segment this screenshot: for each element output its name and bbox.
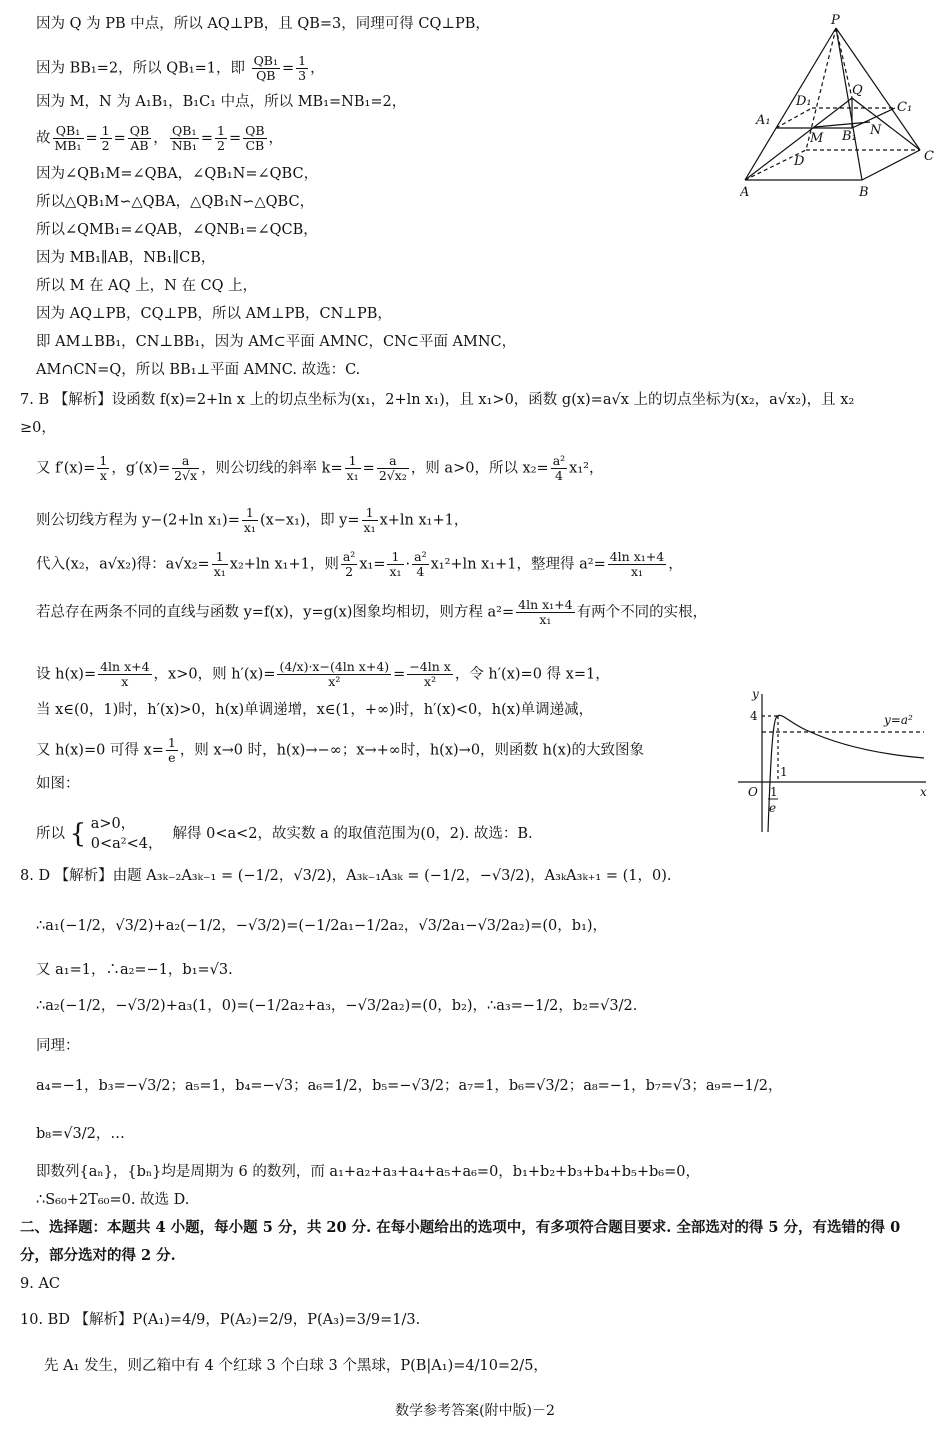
label-B: B: [859, 185, 869, 200]
text-seg: ，则 a>0，所以 x₂=: [410, 460, 549, 477]
label-C: C: [924, 149, 934, 164]
fraction: [345, 454, 361, 483]
denominator: x²: [328, 674, 341, 689]
fraction: [412, 550, 428, 579]
section-heading: 分，部分选对的得 2 分.: [20, 1247, 176, 1264]
label-N: N: [870, 123, 882, 138]
fraction: [128, 124, 151, 153]
text-line: 因为 M，N 为 A₁B₁，B₁C₁ 中点，所以 MB₁=NB₁=2，: [36, 94, 407, 110]
text-line: AM∩CN=Q，所以 BB₁⊥平面 AMNC. 故选：C.: [36, 362, 361, 378]
fraction: [100, 124, 112, 153]
system-row: a>0，: [90, 816, 136, 832]
text-seg: 故: [36, 130, 51, 147]
text-line: 因为 MB₁∥AB，NB₁∥CB，: [36, 250, 216, 266]
fraction: [277, 660, 391, 689]
numerator: QB: [129, 123, 150, 138]
fraction: [407, 660, 453, 689]
denominator: 4: [416, 564, 425, 579]
denominator: MB₁: [54, 138, 82, 153]
label-C1: C₁: [897, 100, 913, 115]
text-seg: 则公切线方程为 y−(2+ln x₁)=: [36, 512, 240, 529]
brace: {: [69, 819, 87, 849]
denominator: 2√x₂: [378, 468, 407, 483]
denominator: 2√x: [174, 468, 198, 483]
text-line: 当 x∈(0，1)时，h′(x)>0，h(x)单调递增，x∈(1，+∞)时，h′(x)<0，h(x)单调递减，: [36, 702, 594, 718]
label-A1: A₁: [756, 113, 771, 128]
denominator: CB: [245, 138, 265, 153]
text-seg: ，: [310, 60, 325, 77]
text-line: 因为 AQ⊥PB，CQ⊥PB，所以 AM⊥PB，CN⊥PB，: [36, 306, 392, 322]
curve-h: [768, 715, 924, 832]
numerator: 1: [387, 550, 403, 565]
fraction: [212, 550, 228, 579]
text-line: 即数列{aₙ}，{bₙ}均是周期为 6 的数列，而 a₁+a₂+a₃+a₄+a₅+a₆=0，b₁+b₂+b₃+b₄+b₅+b₆=0，: [36, 1164, 700, 1180]
denominator: AB: [130, 138, 149, 153]
fraction: [243, 124, 266, 153]
text-line: 所以△QB₁M∽△QBA，△QB₁N∽△QBC，: [36, 194, 315, 210]
fraction: [215, 124, 227, 153]
text-seg: x₁²，: [569, 460, 604, 477]
text-line: 即 AM⊥BB₁，CN⊥BB₁，因为 AM⊂平面 AMNC，CN⊂平面 AMNC，: [36, 334, 517, 350]
text-line: 9. AC: [20, 1276, 61, 1292]
fraction: [551, 454, 567, 483]
text-seg: 有两个不同的实根，: [576, 604, 708, 621]
text-seg: x₁²+ln x₁+1，整理得 a²=: [430, 556, 606, 573]
text-seg: 所以: [36, 826, 65, 842]
numerator: a²: [342, 549, 356, 564]
label-M: M: [810, 131, 824, 146]
numerator: QB₁: [170, 124, 199, 139]
denominator: x²: [424, 674, 437, 689]
text-line: 因为 Q 为 PB 中点，所以 AQ⊥PB，且 QB=3，同理可得 CQ⊥PB，: [36, 16, 490, 32]
fraction: [377, 454, 409, 483]
denominator: x₁: [346, 468, 359, 483]
label-einv-d: e: [769, 801, 777, 815]
text-seg: ，则公切线的斜率 k=: [201, 460, 343, 477]
fraction: [166, 736, 178, 765]
pyramid-figure: [740, 10, 940, 200]
fraction: [170, 124, 199, 153]
text-seg: ，x>0，则 h′(x)=: [153, 666, 276, 683]
text-line: a₄=−1，b₃=−√3/2；a₅=1，b₄=−√3；a₆=1/2，b₅=−√3/2；a₇=1，b₆=√3/2；a₈=−1，b₇=√3；a₉=−1/2，: [36, 1078, 783, 1094]
label-4: 4: [750, 709, 758, 723]
text-line: 故 $\frac{\text{QB₁}}{\text{MB₁}}$ = $\frac{1}{2}$ = $\frac{QB}{AB}$ ， $\frac{\text{QB₁}}{\text{NB₁}}$ = $\frac{1}{2}$ = $\frac{QB}{CB}$ ，: [36, 123, 284, 153]
denominator: x₁: [389, 564, 402, 579]
numerator: 1: [99, 453, 108, 468]
denominator: x: [99, 468, 107, 483]
numerator: a²: [414, 549, 427, 564]
fraction: [97, 454, 109, 483]
denominator: x: [121, 674, 129, 689]
text-seg: 设 h(x)=: [36, 666, 97, 683]
denominator: x₁: [630, 564, 643, 579]
text-line: 因为 BB₁=2，所以 QB₁=1，即 $\frac{\text{QB₁}}{QB}$ = $\frac{1}{3}$ ，: [36, 53, 325, 83]
text-line: 8. D 【解析】由题 A₃ₖ₋₂A₃ₖ₋₁ = (−1/2，√3/2)，A₃ₖ₋₁A₃ₖ = (−1/2，−√3/2)，A₃ₖA₃ₖ₊₁ = (1，0).: [20, 868, 672, 884]
text-seg: ，: [668, 556, 683, 573]
numerator: QB₁: [53, 124, 84, 139]
denominator: x₁: [539, 612, 552, 627]
fraction: [98, 660, 151, 689]
numerator: a: [377, 454, 409, 469]
numerator: 1: [345, 454, 361, 469]
text-line: 因为∠QB₁M=∠QBA，∠QB₁N=∠QBC，: [36, 166, 319, 182]
denominator: e: [168, 750, 176, 765]
label-Q: Q: [852, 83, 863, 98]
denominator: x₁: [213, 564, 226, 579]
text-seg: 若总存在两条不同的直线与函数 y=f(x)，y=g(x)图象均相切，则方程 a²=: [36, 604, 515, 621]
page-footer: 数学参考答案(附中版)－2: [395, 1403, 555, 1419]
denominator: QB: [256, 68, 276, 83]
denominator: 2: [217, 138, 225, 153]
numerator: 1: [212, 550, 228, 565]
text-seg: 又 f′(x)=: [36, 460, 96, 477]
text-seg: ，g′(x)=: [111, 460, 171, 477]
text-seg: x₂+ln x₁+1，则: [229, 556, 339, 573]
system-row: 0<a²<4，: [90, 836, 163, 852]
denominator: 2: [345, 564, 354, 579]
text-seg: x+ln x₁+1，: [379, 512, 469, 529]
section-heading: 二、选择题：本题共 4 小题，每小题 5 分，共 20 分. 在每小题给出的选项中，有多项符合题目要求. 全部选对的得 5 分，有选错的得 0: [20, 1219, 901, 1236]
label-y-a2: y=a²: [884, 713, 913, 727]
fraction: [608, 550, 666, 579]
label-A: A: [740, 185, 750, 200]
fraction: [387, 550, 403, 579]
label-D: D: [794, 154, 805, 169]
text-line: [36, 550, 683, 579]
numerator: (4/x)·x−(4ln x+4): [279, 659, 390, 674]
text-line: 所以∠QMB₁=∠QAB，∠QNB₁=∠QCB，: [36, 222, 318, 238]
system: [91, 814, 163, 854]
denominator: 4: [554, 468, 563, 483]
numerator: 1: [167, 735, 176, 750]
label-x: x: [920, 785, 927, 799]
label-O: O: [748, 785, 758, 799]
text-line: [36, 660, 610, 689]
numerator: QB: [245, 123, 265, 138]
fraction: [296, 54, 308, 83]
denominator: 2: [101, 138, 110, 153]
numerator: 1: [101, 123, 110, 138]
denominator: x₁: [363, 520, 376, 535]
fraction: [516, 598, 574, 627]
text-line: 所以 M 在 AQ 上，N 在 CQ 上，: [36, 278, 258, 294]
text-line: [36, 598, 707, 627]
text-seg: (x−x₁)，即 y=: [259, 512, 360, 529]
fraction: [341, 550, 357, 579]
text-line: ∴a₁(−1/2，√3/2)+a₂(−1/2，−√3/2)=(−1/2a₁−1/2a₂，√3/2a₁−√3/2a₂)=(0，b₁)，: [36, 918, 608, 934]
numerator: 4ln x+4: [100, 659, 150, 674]
text-line: 又 a₁=1，∴a₂=−1，b₁=√3.: [36, 962, 233, 978]
fraction: [252, 54, 280, 83]
text-seg: 解得 0<a<2，故实数 a 的取值范围为(0，2). 故选：B.: [172, 826, 533, 842]
text-seg: x₁=: [359, 556, 386, 573]
label-1: 1: [780, 765, 788, 779]
text-seg: ·: [405, 556, 411, 573]
numerator: 1: [242, 506, 258, 521]
text-line: b₈=√3/2，…: [36, 1126, 125, 1142]
text-seg: ，则 x→0 时，h(x)→−∞；x→+∞时，h(x)→0，则函数 h(x)的大致图象: [179, 742, 644, 759]
numerator: 4ln x₁+4: [518, 597, 573, 612]
text-seg: 因为 BB₁=2，所以 QB₁=1，即: [36, 60, 245, 77]
fraction: [362, 506, 378, 535]
text-line: 10. BD 【解析】P(A₁)=4/9，P(A₂)=2/9，P(A₃)=3/9=1/3.: [20, 1312, 421, 1328]
numerator: 1: [362, 506, 378, 521]
denominator: x₁: [243, 520, 256, 535]
text-seg: ，令 h′(x)=0 得 x=1，: [454, 666, 610, 683]
denominator: 3: [298, 68, 307, 83]
label-B1: B₁: [842, 129, 857, 144]
text-line: 如图：: [36, 776, 80, 792]
fraction: [242, 506, 258, 535]
text-line: ≥0，: [20, 420, 56, 436]
text-line: ∴a₂(−1/2，−√3/2)+a₃(1，0)=(−1/2a₂+a₃，−√3/2a₂)=(0，b₂)，∴a₃=−1/2，b₂=√3/2.: [36, 998, 638, 1014]
text-line: 先 A₁ 发生，则乙箱中有 4 个红球 3 个白球 3 个黑球，P(B|A₁)=4/10=2/5，: [44, 1358, 548, 1374]
function-graph: [736, 686, 936, 836]
numerator: QB₁: [253, 53, 279, 68]
text-line: 又 f′(x)= $\frac{1}{x}$ ，g′(x)= $\frac{a}{2√x}$ ，则公切线的斜率 k= $\frac{1}{\text{x₁}}$ = $\frac{a}{\text{2√x₂}}$ ，则 a>0，所以 x₂= $\frac{\text{a²}}{4}$ x₁²，: [36, 453, 604, 483]
numerator: −4ln x: [409, 659, 451, 674]
label-D1: D₁: [796, 94, 812, 109]
numerator: 4ln x₁+4: [609, 549, 665, 564]
fraction: [53, 124, 84, 153]
text-seg: 又 h(x)=0 可得 x=: [36, 742, 164, 759]
text-line: [36, 506, 468, 535]
label-y: y: [752, 687, 759, 701]
text-line: [36, 814, 533, 854]
text-line: ∴S₆₀+2T₆₀=0. 故选 D.: [36, 1192, 190, 1208]
text-line: 7. B 【解析】设函数 f(x)=2+ln x 上的切点坐标为(x₁，2+ln x₁)，且 x₁>0，函数 g(x)=a√x 上的切点坐标为(x₂，a√x₂)，且 x₂: [20, 392, 855, 408]
text-line: [36, 736, 644, 765]
denominator: NB₁: [171, 138, 197, 153]
numerator: 1: [217, 123, 225, 138]
label-einv-n: 1: [770, 785, 778, 799]
text-line: 同理：: [36, 1038, 80, 1054]
fraction: [172, 454, 199, 483]
text-seg: =: [393, 666, 406, 683]
text-seg: 代入(x₂，a√x₂)得：a√x₂=: [36, 556, 210, 573]
numerator: a²: [552, 453, 566, 468]
label-P: P: [831, 13, 840, 28]
numerator: 1: [298, 53, 307, 68]
numerator: a: [172, 454, 199, 469]
